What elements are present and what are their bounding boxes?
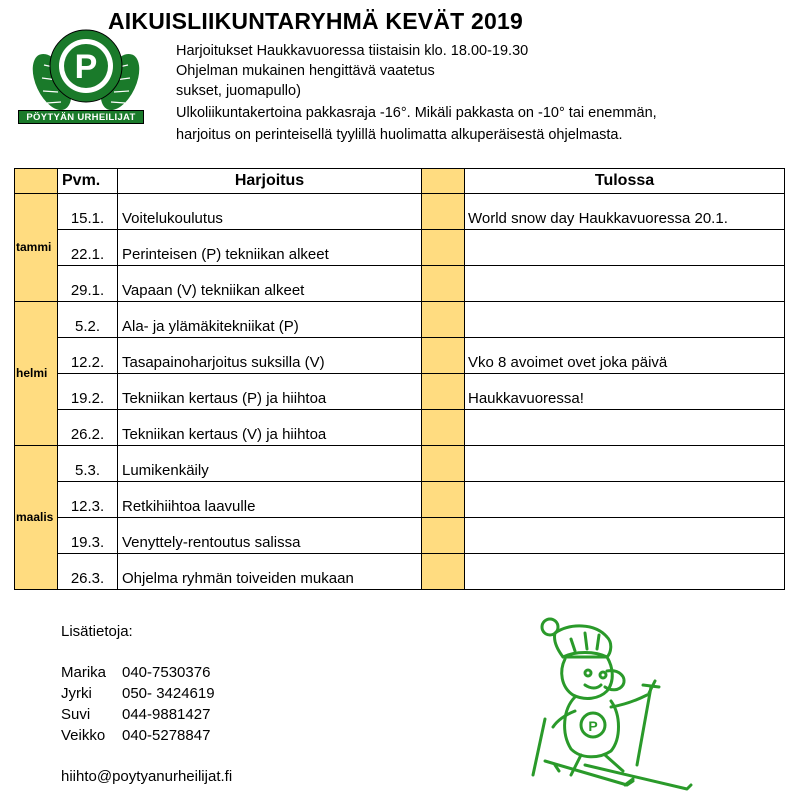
date-cell: 26.2. xyxy=(58,410,118,446)
schedule-table xyxy=(14,168,785,590)
info-line-2: Ohjelman mukainen hengittävä vaatetus xyxy=(176,63,435,79)
upcoming-cell: World snow day Haukkavuoressa 20.1. xyxy=(465,194,785,230)
spacer-cell xyxy=(422,302,465,338)
spacer-cell xyxy=(422,410,465,446)
contact-email: hiihto@poytyanurheilijat.fi xyxy=(61,768,233,785)
date-cell: 12.2. xyxy=(58,338,118,374)
club-logo xyxy=(30,20,142,124)
table-row xyxy=(15,230,785,266)
table-row xyxy=(15,302,785,338)
month-label: maalis xyxy=(15,446,58,590)
header-month-cell xyxy=(15,169,58,194)
table-row xyxy=(15,266,785,302)
date-cell: 19.3. xyxy=(58,518,118,554)
column-header-harjoitus: Harjoitus xyxy=(118,169,422,194)
training-cell: Tasapainoharjoitus suksilla (V) xyxy=(118,338,422,374)
training-cell: Ala- ja ylämäkitekniikat (P) xyxy=(118,302,422,338)
upcoming-cell xyxy=(465,482,785,518)
upcoming-cell: Vko 8 avoimet ovet joka päivä xyxy=(465,338,785,374)
contact-name: Veikko xyxy=(61,727,106,744)
table-row xyxy=(15,482,785,518)
table-row xyxy=(15,338,785,374)
logo-letter: P xyxy=(74,48,98,86)
column-header-tulossa: Tulossa xyxy=(465,169,785,194)
spacer-cell xyxy=(422,518,465,554)
month-label: helmi xyxy=(15,302,58,446)
contact-name: Jyrki xyxy=(61,685,92,702)
training-cell: Lumikenkäily xyxy=(118,446,422,482)
contact-phone: 040-5278847 xyxy=(122,727,211,744)
training-cell: Tekniikan kertaus (P) ja hiihtoa xyxy=(118,374,422,410)
training-cell: Tekniikan kertaus (V) ja hiihtoa xyxy=(118,410,422,446)
page-title: AIKUISLIIKUNTARYHMÄ KEVÄT 2019 xyxy=(108,8,523,34)
info-line-3: sukset, juomapullo) xyxy=(176,83,301,99)
table-row xyxy=(15,194,785,230)
spacer-cell xyxy=(422,266,465,302)
spacer-cell xyxy=(422,338,465,374)
spacer-cell xyxy=(422,194,465,230)
table-row xyxy=(15,518,785,554)
upcoming-cell xyxy=(465,266,785,302)
date-cell: 29.1. xyxy=(58,266,118,302)
table-header-row xyxy=(15,169,785,194)
table-row xyxy=(15,446,785,482)
training-cell: Perinteisen (P) tekniikan alkeet xyxy=(118,230,422,266)
table-row xyxy=(15,410,785,446)
date-cell: 22.1. xyxy=(58,230,118,266)
training-cell: Venyttely-rentoutus salissa xyxy=(118,518,422,554)
date-cell: 5.2. xyxy=(58,302,118,338)
upcoming-cell xyxy=(465,446,785,482)
training-cell: Ohjelma ryhmän toiveiden mukaan xyxy=(118,554,422,590)
training-cell: Voitelukoulutus xyxy=(118,194,422,230)
spacer-cell xyxy=(422,374,465,410)
upcoming-cell xyxy=(465,302,785,338)
month-label: tammi xyxy=(15,194,58,302)
date-cell: 26.3. xyxy=(58,554,118,590)
spacer-cell xyxy=(422,446,465,482)
header-spacer-cell xyxy=(422,169,465,194)
skier-mascot-illustration xyxy=(515,615,705,795)
contact-phone: 044-9881427 xyxy=(122,706,211,723)
upcoming-cell: Haukkavuoressa! xyxy=(465,374,785,410)
contacts-heading: Lisätietoja: xyxy=(61,623,133,640)
upcoming-cell xyxy=(465,554,785,590)
training-cell: Retkihiihtoa laavulle xyxy=(118,482,422,518)
upcoming-cell xyxy=(465,230,785,266)
spacer-cell xyxy=(422,554,465,590)
contact-phone: 040-7530376 xyxy=(122,664,211,681)
logo-banner: PÖYTYÄN URHEILIJAT xyxy=(18,110,144,124)
contact-name: Marika xyxy=(61,664,107,681)
upcoming-cell xyxy=(465,410,785,446)
date-cell: 19.2. xyxy=(58,374,118,410)
info-line-5: harjoitus on perinteisellä tyylillä huolimatta alkuperäisestä ohjelmasta. xyxy=(176,127,623,143)
info-line-4: Ulkoliikuntakertoina pakkasraja -16°. Mikäli pakkasta on -10° tai enemmän, xyxy=(176,105,657,121)
info-line-1: Harjoitukset Haukkavuoressa tiistaisin klo. 18.00-19.30 xyxy=(176,43,529,59)
upcoming-cell xyxy=(465,518,785,554)
table-row xyxy=(15,374,785,410)
column-header-pvm: Pvm. xyxy=(58,169,118,194)
date-cell: 15.1. xyxy=(58,194,118,230)
spacer-cell xyxy=(422,482,465,518)
contact-name: Suvi xyxy=(61,706,91,723)
spacer-cell xyxy=(422,230,465,266)
date-cell: 12.3. xyxy=(58,482,118,518)
table-row xyxy=(15,554,785,590)
date-cell: 5.3. xyxy=(58,446,118,482)
training-cell: Vapaan (V) tekniikan alkeet xyxy=(118,266,422,302)
svg-text:P: P xyxy=(588,718,598,734)
contact-phone: 050- 3424619 xyxy=(122,685,215,702)
